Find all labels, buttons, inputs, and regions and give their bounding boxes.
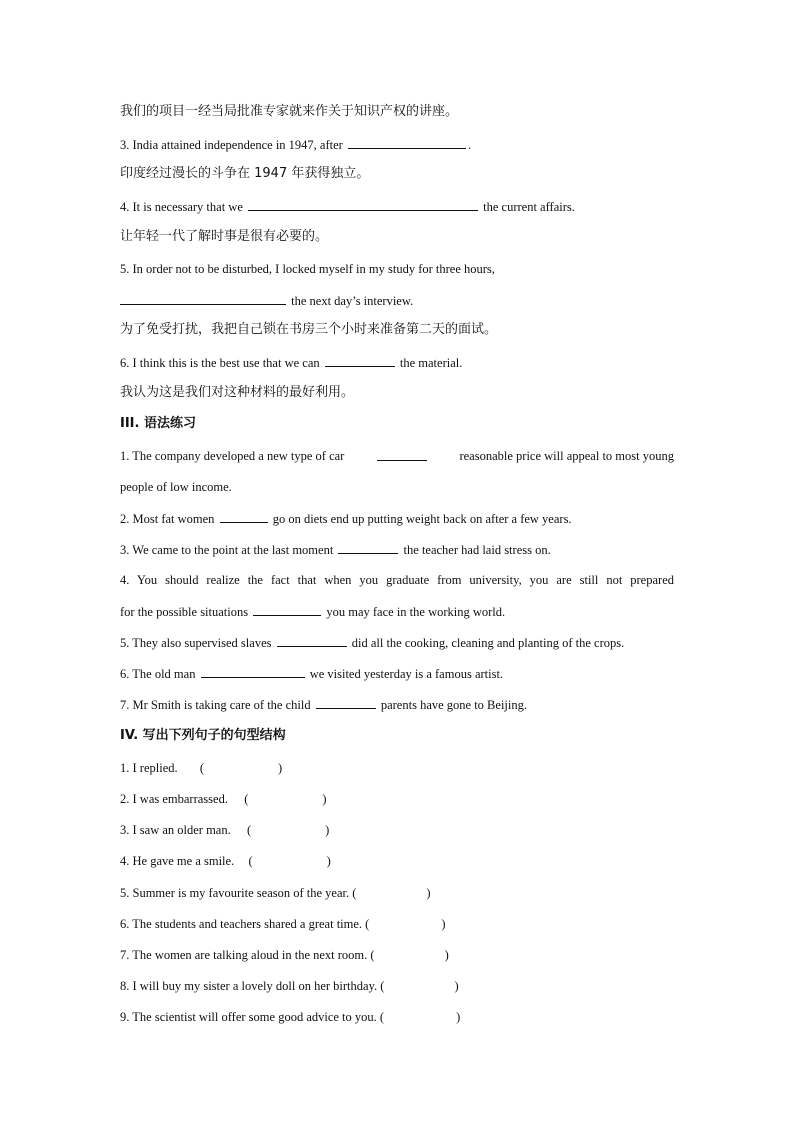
s3-end: . [467,138,472,152]
p3-paren-close: ) [325,823,330,837]
g1-text: 1. The company developed a new type of car [120,449,345,463]
p5-line [120,885,431,901]
g3-text-end: the teacher had laid stress on. [403,543,551,557]
g7-blank[interactable] [316,696,376,709]
p9-text: 9. The scientist will offer some good advice to you. [120,1010,377,1024]
p1-paren-close: ) [278,761,283,775]
g5-line [120,634,624,651]
s4-english [120,198,575,215]
s5-english-cont [120,292,413,309]
s4-chinese: 让年轻一代了解时事是很有必要的。 [120,229,329,244]
p2-text: 2. I was embarrassed. [120,792,228,806]
s3-blank[interactable] [348,136,466,149]
p1-text: 1. I replied. [120,761,178,775]
p8-paren-open: ( [380,979,385,993]
g3-line [120,541,551,558]
s2-chinese: 我们的项目一经当局批准专家就来作关于知识产权的讲座。 [120,104,459,119]
p7-paren-close: ) [444,948,449,962]
g7-line [120,696,527,713]
p4-paren-open: ( [248,854,253,868]
p6-text: 6. The students and teachers shared a great time. [120,917,363,931]
p5-text: 5. Summer is my favourite season of the year. [120,886,350,900]
g4-blank[interactable] [253,603,321,616]
p3-paren-open: ( [246,823,252,837]
g2-text: 2. Most fat women [120,512,215,526]
g4-line: 4. You should realize the fact that when you graduate from university, you are still not prepared [120,573,674,587]
g6-line [120,665,503,682]
p2-line [120,791,327,807]
p4-paren-close: ) [326,854,331,868]
p6-paren-open: ( [365,917,370,931]
s6-english [120,354,462,371]
p9-paren-open: ( [379,1010,385,1024]
g1-text-end: reasonable price will appeal to most young [459,449,674,463]
s4-blank[interactable] [248,198,478,211]
s6-blank[interactable] [325,354,395,367]
g7-text: 7. Mr Smith is taking care of the child [120,698,311,712]
section-iv-title: IV. 写出下列句子的句型结构 [120,728,286,743]
section-iii-title: III. 语法练习 [120,416,196,431]
p2-paren-close: ) [322,792,327,806]
g4-text: for the possible situations [120,605,249,619]
g2-line [120,510,572,527]
p6-paren-close: ) [441,917,446,931]
g4-text-end: you may face in the working world. [326,605,506,619]
p7-line [120,947,449,963]
g1-line-cont: people of low income. [120,480,232,494]
p8-text: 8. I will buy my sister a lovely doll on her birthday. [120,979,378,993]
p1-line [120,760,282,776]
p5-paren-close: ) [426,886,431,900]
g2-blank[interactable] [220,510,268,523]
s4-text: 4. It is necessary that we [120,200,243,214]
g5-blank[interactable] [277,634,347,647]
g3-text: 3. We came to the point at the last moment [120,543,334,557]
p3-line [120,822,329,838]
s6-text-end: the material. [399,356,463,370]
g5-text-end: did all the cooking, cleaning and planting of the crops. [351,636,625,650]
s3-english [120,136,471,153]
p8-line [120,978,459,994]
p5-paren-open: ( [352,886,357,900]
g2-text-end: go on diets end up putting weight back on after a few years. [272,512,572,526]
p9-paren-close: ) [456,1010,461,1024]
g1-line [120,448,674,464]
s5-chinese: 为了免受打扰，我把自己锁在书房三个小时来准备第二天的面试。 [120,322,498,337]
p2-paren-open: ( [244,792,249,806]
s5-blank[interactable] [120,292,286,305]
s5-text-end: the next day’s interview. [291,294,414,308]
g6-blank[interactable] [201,665,305,678]
p4-line [120,853,331,869]
s3-chinese: 印度经过漫长的斗争在 1947 年获得独立。 [120,166,370,181]
p9-line [120,1009,460,1025]
p8-paren-close: ) [454,979,459,993]
g5-text: 5. They also supervised slaves [120,636,272,650]
g3-blank[interactable] [338,541,398,554]
g6-text: 6. The old man [120,667,196,681]
g4-line-cont [120,603,505,620]
g7-text-end: parents have gone to Beijing. [380,698,527,712]
s6-text: 6. I think this is the best use that we can [120,356,320,370]
p6-line [120,916,446,932]
p7-paren-open: ( [370,948,375,962]
g6-text-end: we visited yesterday is a famous artist. [309,667,504,681]
p4-text: 4. He gave me a smile. [120,854,235,868]
s4-text-end: the current affairs. [483,200,575,214]
s3-text: 3. India attained independence in 1947, after [120,138,343,152]
p1-paren-open: ( [199,761,205,775]
p7-text: 7. The women are talking aloud in the next room. [120,948,368,962]
s5-english: 5. In order not to be disturbed, I locked myself in my study for three hours, [120,262,495,276]
s6-chinese: 我认为这是我们对这种材料的最好利用。 [120,385,355,400]
g1-blank[interactable] [377,448,427,461]
p3-text: 3. I saw an older man. [120,823,231,837]
